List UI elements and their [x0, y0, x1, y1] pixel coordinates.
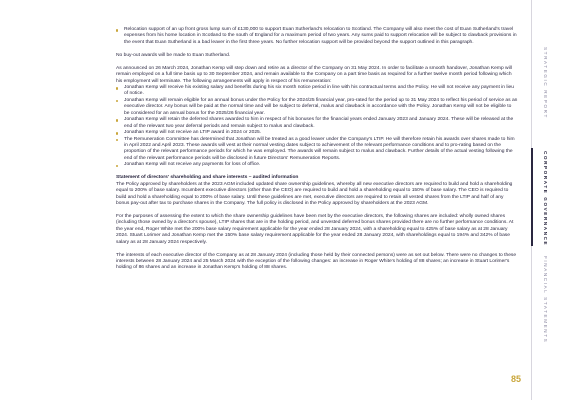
shareholding-paragraph: The interests of each executive director of the Company as at 28 January 2024 (including those held by their connected persons) were as set out below. There were no changes to these interests between 28 January 2024 and 25 March 2024 with the exception of the following changes: an increase in Roger White's holding of 88 shares; an increase in Stuart Lorimer's holding of 86 shares and an increase in Jonathan Kemp's holding of 88 shares. — [116, 252, 517, 271]
page-number: 85 — [511, 374, 522, 384]
shareholding-paragraph: For the purposes of assessing the extent to which the share ownership guidelines have been met by the executive directors, the following shares are included: wholly owned shares (including those owned by a director's spouse), LTIP shares that are in the holding period, and unvested deferred bonus shares provided there are no further performance conditions. At the year end, Roger White met the 200% base salary requirement applicable for the year ended 28 January 2024, with a shareholding equal to 425% of base salary as at 28 January 2024. Stuart Lorimer and Jonathan Kemp met the 150% base salary requirement applicable for the year ended 28 January 2024, with shareholdings equal to 194% and 342% of base salary as at 28 January 2024 respectively. — [116, 213, 514, 245]
jonathan-bullet: Jonathan Kemp will remain eligible for an annual bonus under the Policy for the 2024/25 financial year, pro-rated for the period up to 31 May 2024 to reflect his period of service as an executive director. Any bonus will be paid at the normal time and will be subject to deferral, malus and clawback in accordance with the Policy. Jonathan Kemp will not be eligible to be considered for an annual bonus for the 2025/26 financial year. — [116, 98, 518, 117]
jonathan-bullet: Jonathan Kemp will retain the deferred shares awarded to him in respect of his bonuses for the financial years ended January 2023 and January 2024. These will be released at the end of the relevant two year deferral periods and remain subject to malus and clawback. — [116, 117, 518, 130]
jonathan-intro-paragraph: As announced on 26 March 2024, Jonathan Kemp will step down and retire as a director of the Company on 31 May 2024. In order to facilitate a smooth handover, Jonathan Kemp will remain employed on a full time basis up to 30 September 2024, and remain available to the Company on a part time basis as required for a further twelve month period following which his employment will terminate. The following arrangements will apply in respect of his remuneration: — [116, 65, 512, 84]
no-buyout-paragraph: No buy-out awards will be made to Euan Sutherland. — [116, 52, 231, 58]
section-sidebar — [531, 0, 566, 400]
active-section-indicator — [531, 148, 533, 246]
section-heading: Statement of directors' shareholding and share interests – audited information — [116, 175, 299, 181]
jonathan-bullet: Jonathan Kemp will receive his existing salary and benefits during his six month notice period in line with his contractual terms and the Policy. He will not receive any payment in lieu of notice. — [116, 85, 518, 98]
report-body — [116, 27, 518, 278]
sidebar-item-strategic-report[interactable]: STRATEGIC REPORT — [543, 47, 548, 119]
sidebar-item-corporate-governance[interactable]: CORPORATE GOVERNANCE — [543, 151, 548, 247]
relocation-bullet: Relocation support of an up front gross lump sum of £130,000 to support Euan Sutherland's relocation to Scotland. The Company will also meet the cost of Euan Sutherland's travel expenses from his home location in Scotland to the south of England for a maximum period of two years. Any sums paid to support relocation will be subject to clawback provisions in the event that Euan Sutherland is a bad leaver in the first three years. No further relocation support will be provided beyond the support outlined in this paragraph. — [116, 27, 518, 46]
jonathan-bullet: Jonathan Kemp will not receive any payments for loss of office. — [116, 162, 518, 168]
sidebar-item-financial-statements[interactable]: FINANCIAL STATEMENTS — [543, 256, 548, 344]
jonathan-bullet: The Remuneration Committee has determined that Jonathan will be treated as a good leaver under the Company's LTIP. He will therefore retain his awards over shares made to him in April 2022 and April 2023. These awards will vest at their normal vesting dates subject to achievement of the relevant performance conditions and to pro-rating based on the proportion of the relevant performance periods for which he was employed. The awards will remain subject to malus and clawback. Further details of the actual vesting following the end of the relevant performance periods will be disclosed in future Directors' Remuneration Reports. — [116, 137, 518, 163]
shareholding-paragraph: The Policy approved by shareholders at the 2023 AGM included updated share ownership guidelines, whereby all new executive directors are required to build and hold a shareholding equal to 200% of base salary. Incumbent executive directors (other than the CEO) are required to build and hold a shareholding equal to 150% of base salary. The CEO is required to build and hold a shareholding equal to 200% of base salary. Until these guidelines are met, executive directors are required to retain all vested shares from the LTIP and half of any bonus pay-out after tax to purchase shares in the Company. The full policy is disclosed in the Policy approved by shareholders at the 2023 AGM. — [116, 181, 513, 207]
jonathan-bullet: Jonathan Kemp will not receive an LTIP award in 2024 or 2025. — [116, 130, 518, 136]
